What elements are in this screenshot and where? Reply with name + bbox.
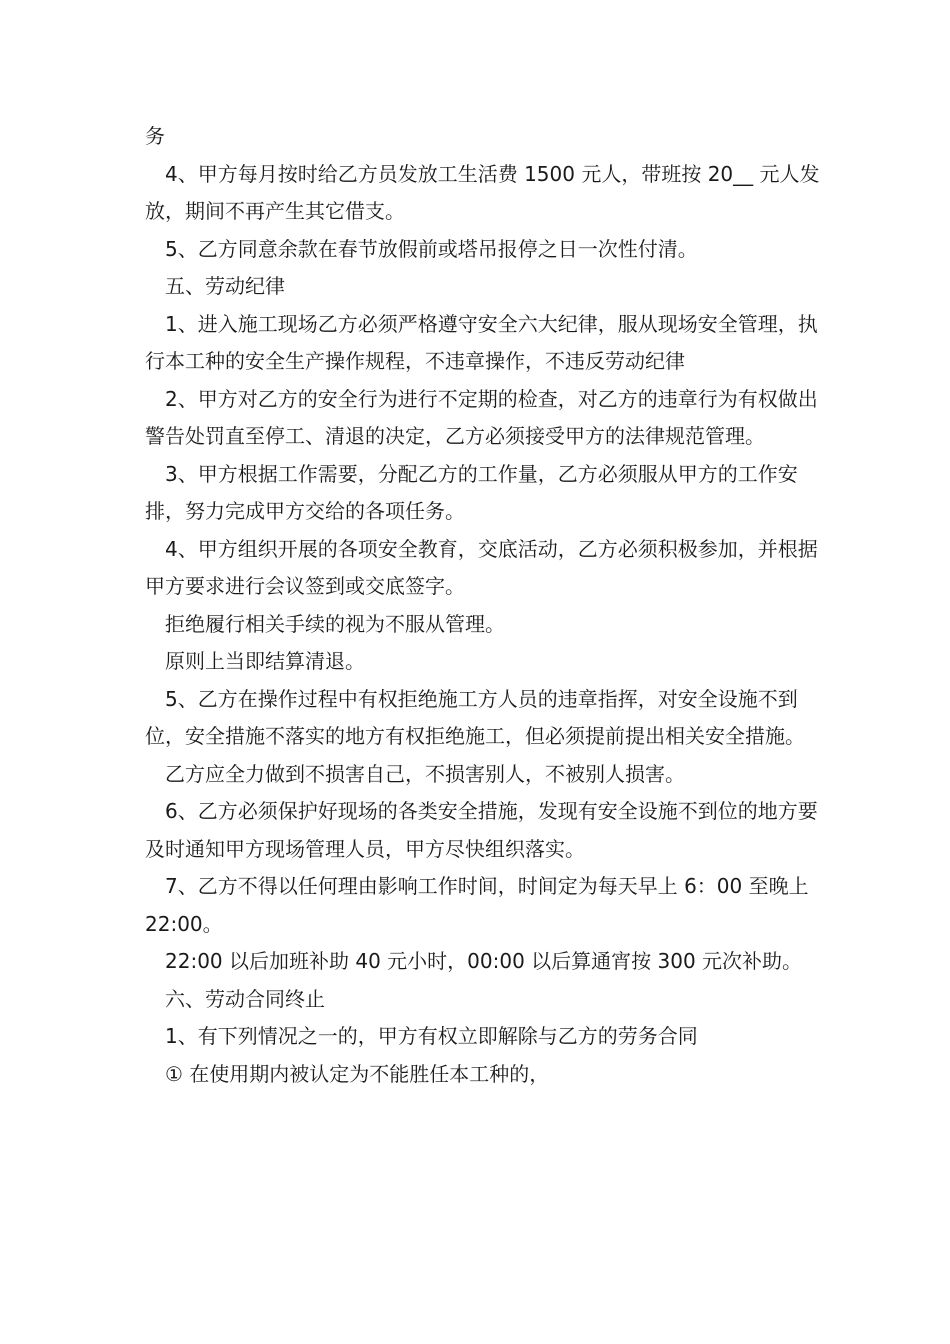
paragraph-settlement-note: 原则上当即结算清退。 (165, 649, 365, 673)
paragraph-discipline-4: 4、甲方组织开展的各项安全教育，交底活动，乙方必须积极参加，并根据甲方要求进行会议签到或交底签字。 (145, 536, 818, 598)
paragraph-termination-1: 1、有下列情况之一的，甲方有权立即解除与乙方的劳务合同 (165, 1024, 698, 1048)
paragraph-continuation: 务 (145, 124, 165, 148)
paragraph-item-4-living-expenses: 4、甲方每月按时给乙方员发放工生活费 1500 元人，带班按 20__ 元人发放，期间不再产生其它借支。 (145, 161, 820, 223)
section-heading-labor-discipline: 五、劳动纪律 (165, 274, 285, 298)
paragraph-discipline-5: 5、乙方在操作过程中有权拒绝施工方人员的违章指挥，对安全设施不到位，安全措施不落实的地方有权拒绝施工，但必须提前提出相关安全措施。 (145, 686, 805, 748)
paragraph-discipline-3: 3、甲方根据工作需要，分配乙方的工作量，乙方必须服从甲方的工作安排，努力完成甲方交给的各项任务。 (145, 461, 798, 523)
paragraph-discipline-6: 6、乙方必须保护好现场的各类安全措施，发现有安全设施不到位的地方要及时通知甲方现场管理人员，甲方尽快组织落实。 (145, 799, 818, 861)
document-body (145, 118, 825, 1093)
paragraph-discipline-1: 1、进入施工现场乙方必须严格遵守安全六大纪律，服从现场安全管理，执行本工种的安全生产操作规程，不违章操作，不违反劳动纪律 (145, 311, 818, 373)
paragraph-safety-note: 乙方应全力做到不损害自己，不损害别人，不被别人损害。 (165, 761, 685, 786)
paragraph-item-5-balance-payment: 5、乙方同意余款在春节放假前或塔吊报停之日一次性付清。 (165, 236, 698, 261)
paragraph-termination-case-1: ① 在使用期内被认定为不能胜任本工种的， (165, 1061, 550, 1086)
paragraph-discipline-7: 7、乙方不得以任何理由影响工作时间，时间定为每天早上 6：00 至晚上 22:00。 (145, 874, 809, 936)
paragraph-overtime-note: 22:00 以后加班补助 40 元小时，00:00 以后算通宵按 300 元次补助。 (165, 949, 803, 973)
paragraph-refusal-note: 拒绝履行相关手续的视为不服从管理。 (165, 611, 505, 636)
paragraph-discipline-2: 2、甲方对乙方的安全行为进行不定期的检查，对乙方的违章行为有权做出警告处罚直至停工、清退的决定，乙方必须接受甲方的法律规范管理。 (145, 386, 818, 448)
section-heading-contract-termination: 六、劳动合同终止 (165, 986, 325, 1011)
